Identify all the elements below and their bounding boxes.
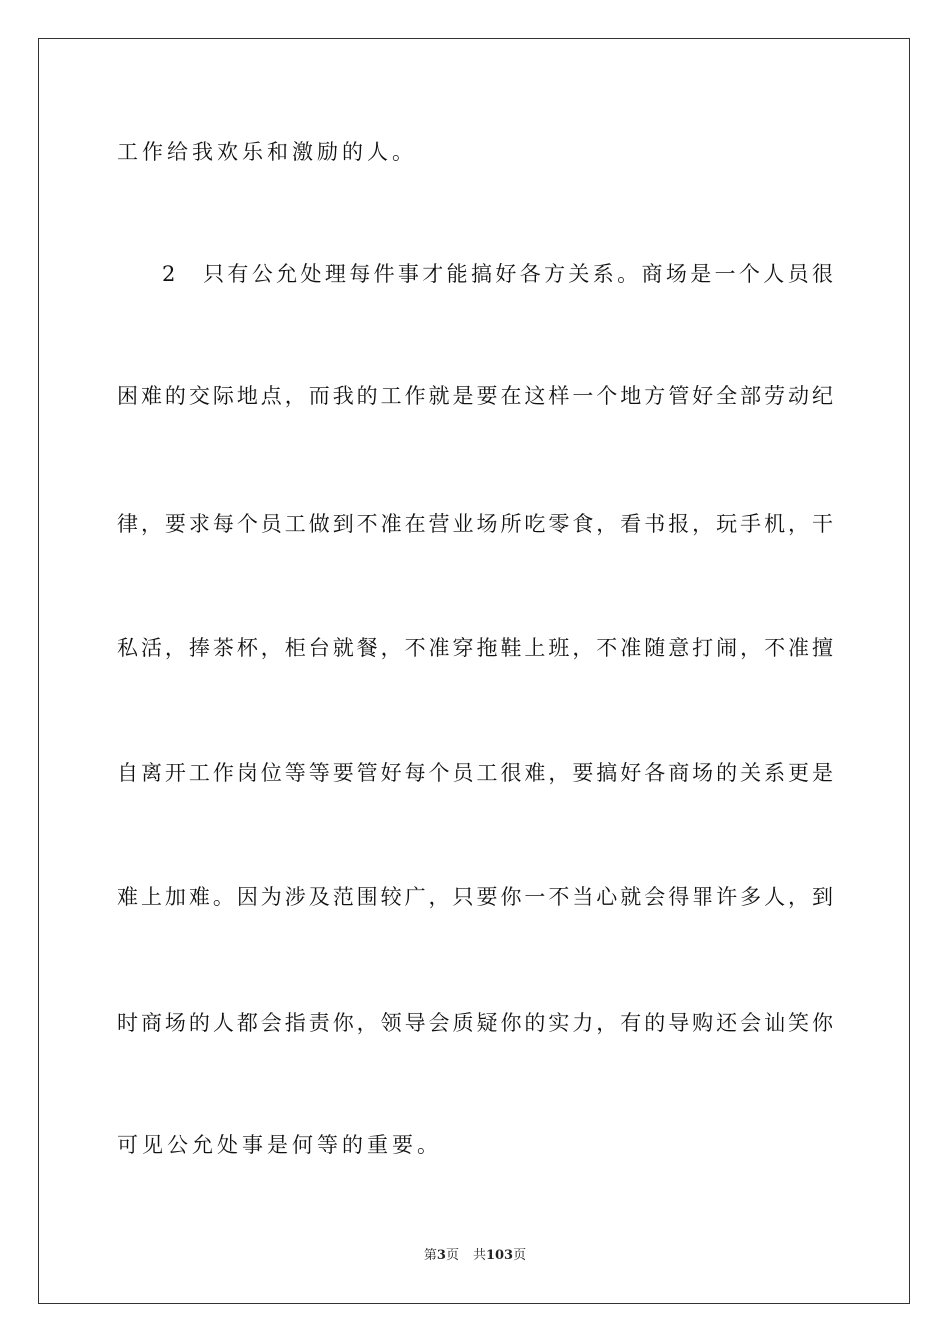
text-line-4: 律，要求每个员工做到不准在营业场所吃零食，看书报，玩手机，干 [117,512,833,536]
page-frame [38,38,910,1304]
text-line-6: 自离开工作岗位等等要管好每个员工很难，要搞好各商场的关系更是 [117,761,833,785]
footer-page-suffix: 页 [445,1248,459,1263]
footer-total-number: 103 [485,1248,514,1263]
text-line-1: 工作给我欢乐和激励的人。 [117,140,417,164]
footer-total-suffix: 页 [513,1248,527,1263]
text-line-9: 可见公允处事是何等的重要。 [117,1133,442,1157]
text-line-8: 时商场的人都会指责你，领导会质疑你的实力，有的导购还会讪笑你 [117,1011,833,1035]
text-line-5: 私活，捧茶杯，柜台就餐，不准穿拖鞋上班，不准随意打闹，不准擅 [117,636,833,660]
text-line-3: 困难的交际地点，而我的工作就是要在这样一个地方管好全部劳动纪 [117,384,833,408]
text-line-7: 难上加难。因为涉及范围较广，只要你一不当心就会得罪许多人，到 [117,885,833,909]
text-line-2: 2 只有公允处理每件事才能搞好各方关系。商场是一个人员很 [162,262,833,286]
footer-page-prefix: 第 [423,1248,437,1263]
footer-total-prefix: 共 [472,1248,486,1263]
page-footer [0,1247,950,1265]
footer-page-number: 3 [436,1248,446,1263]
